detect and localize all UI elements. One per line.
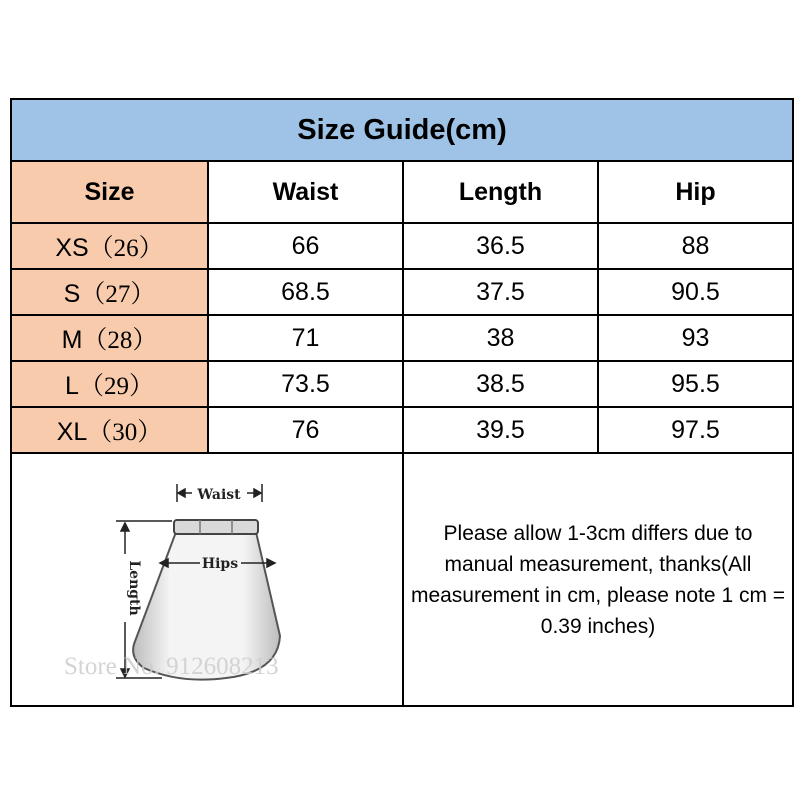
hip-cell: 95.5: [598, 361, 793, 407]
size-cell: [11, 223, 208, 269]
length-cell: 37.5: [403, 269, 598, 315]
header-size: Size: [11, 161, 208, 223]
size-number: （29）: [78, 373, 154, 400]
header-waist: Waist: [208, 161, 403, 223]
length-cell: 38: [403, 315, 598, 361]
size-cell: [11, 315, 208, 361]
length-cell: 38.5: [403, 361, 598, 407]
length-cell: 36.5: [403, 223, 598, 269]
size-guide-table: [10, 98, 794, 707]
size-cell: [11, 269, 208, 315]
size-number: （26）: [88, 235, 164, 262]
measurement-note: Please allow 1-3cm differs due to manual measurement, thanks(All measurement in cm, please note 1 cm = 0.39 inches): [403, 453, 793, 706]
hip-cell: 97.5: [598, 407, 793, 453]
header-length: Length: [403, 161, 598, 223]
size-number: （27）: [80, 281, 156, 308]
header-hip: Hip: [598, 161, 793, 223]
waist-cell: 76: [208, 407, 403, 453]
table-row: [11, 223, 793, 269]
table-title: Size Guide(cm): [11, 99, 793, 161]
hip-cell: 93: [598, 315, 793, 361]
hip-cell: 88: [598, 223, 793, 269]
diagram-cell: [11, 453, 403, 706]
waist-cell: 68.5: [208, 269, 403, 315]
waist-cell: 71: [208, 315, 403, 361]
size-number: （30）: [87, 419, 163, 446]
waist-cell: 73.5: [208, 361, 403, 407]
table-row: [11, 407, 793, 453]
waist-cell: 66: [208, 223, 403, 269]
size-letter: L: [65, 372, 79, 400]
length-cell: 39.5: [403, 407, 598, 453]
hips-label: Hips: [201, 556, 239, 572]
skirt-waistband: [174, 520, 258, 534]
size-number: （28）: [82, 327, 158, 354]
size-cell: [11, 407, 208, 453]
length-label: Length: [126, 560, 142, 616]
table-row: [11, 269, 793, 315]
size-letter: XL: [56, 418, 88, 446]
size-letter: M: [61, 326, 83, 354]
table-row: [11, 361, 793, 407]
size-cell: [11, 361, 208, 407]
size-letter: S: [63, 280, 81, 308]
size-letter: XS: [55, 234, 89, 262]
hip-cell: 90.5: [598, 269, 793, 315]
waist-label: Waist: [197, 487, 241, 503]
store-watermark: Store No. 912608213: [64, 653, 279, 680]
table-row: [11, 315, 793, 361]
